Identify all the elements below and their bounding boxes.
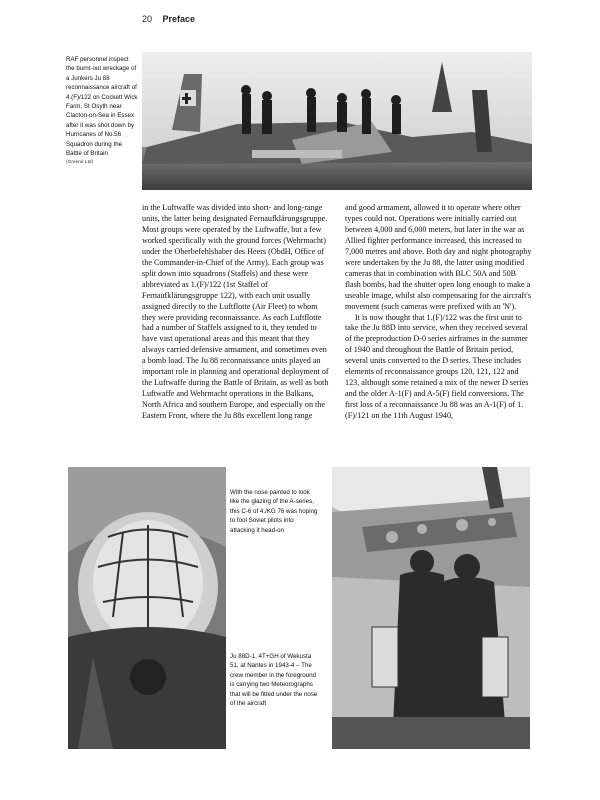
running-title: Preface: [162, 14, 196, 24]
caption-top-photo: [66, 55, 138, 168]
photo-credit: (Greene Ltd): [66, 160, 94, 166]
page-number: 20: [142, 14, 153, 24]
text-column-right: [345, 203, 532, 483]
caption-middle-photo: [230, 488, 318, 535]
body-text: [142, 203, 532, 483]
paragraph: in the Luftwaffe was divided into short- and long-range units, the latter being designated Fernaufklärungsgruppe. Most groups were operated by the Luftwaffe, but a few worked specifically with the ground forces (Wehrmacht) under the Oberbefehlshaber des Heers (ObdH, Office of the Commander-in-Chief of the Army). Each group was split down into squadrons (Staffels) and these were abbreviated as 1.(F)/122 (1st Staffel of Fernaufklärungsgruppe 122), with each unit usually assigned directly to the Luftflotte (Air Fleet) to whom they were providing reconnaissance. As each Luftflotte had a number of Staffels assigned to it, they tended to have vast operational areas and this meant that they always carried defensive armament, and sometimes even a bomb load. The Ju 88 reconnaissance units played an important role in planning and operational deployment of the Luftwaffe during the Battle of Britain, as well as both Luftwaffe and Wehrmacht operations in the Balkans, North Africa and southern Europe, and especially on the Eastern Front, where the Ju 88s excellent long range: [142, 203, 329, 421]
photo-wreckage-inspection: [142, 52, 532, 190]
page-header: [142, 14, 195, 24]
paragraph: It is now thought that 1.(F)/122 was the first unit to take the Ju 88D into service, when they received several of the preproduction D-0 series airframes in the summer of 1940 and throughout the Battle of Britain period, several units converted to the D series. These includes elements of reconnaissance groups 120, 121, 122 and 123, although some retained a mix of the newer D series and the older A-1(F) and A-5(F) field conversions. The first loss of a reconnaissance Ju 88 was an A-1(F) of 1.(F)/121 on the 11th August 1940,: [345, 312, 529, 421]
photo-painted-nose: [68, 467, 226, 749]
caption-bottom-text: Ju 88D-1, 4T+GH of Wekusta 51, at Nantes in 1943-4 – The crew member in the foreground is carrying two Meteorographs that will be fitted under the nose of the aircraft: [230, 653, 318, 708]
text-column-left: [142, 203, 329, 483]
caption-top-text: RAF personnel inspect the burnt-out wreckage of a Junkers Ju 88 reconnaissance aircraft of 4.(F)/122 on Cockett Wick Farm, St Osyth near Clacton-on-Sea in Essex after it was shot down by Hurricanes of No.56 Squadron during the Battle of Britain: [66, 56, 138, 158]
caption-bottom-photo: [230, 652, 318, 708]
paragraph: and good armament, allowed it to operate where other types could not. Operations were initially carried out between 4,000 and 6,000 meters, but later in the war as Allied fighter performance increased, this increased to 7,000 metres and above. Both day and night photography were undertaken by the Ju 88, the latter using modified cameras that in combination with BLC 50A and 50B flash bombs, had the shutter open long enough to make a useable image, whilst also compensating for the aircraft's movement (such cameras were prefixed with an 'N').: [345, 203, 532, 311]
photo-crew-meteorographs: [332, 467, 530, 749]
caption-middle-text: With the nose painted to look like the glazing of the A-series, this C-6 of 4./KG 76 was hoping to fool Soviet pilots into attacking it head-on: [230, 489, 318, 534]
